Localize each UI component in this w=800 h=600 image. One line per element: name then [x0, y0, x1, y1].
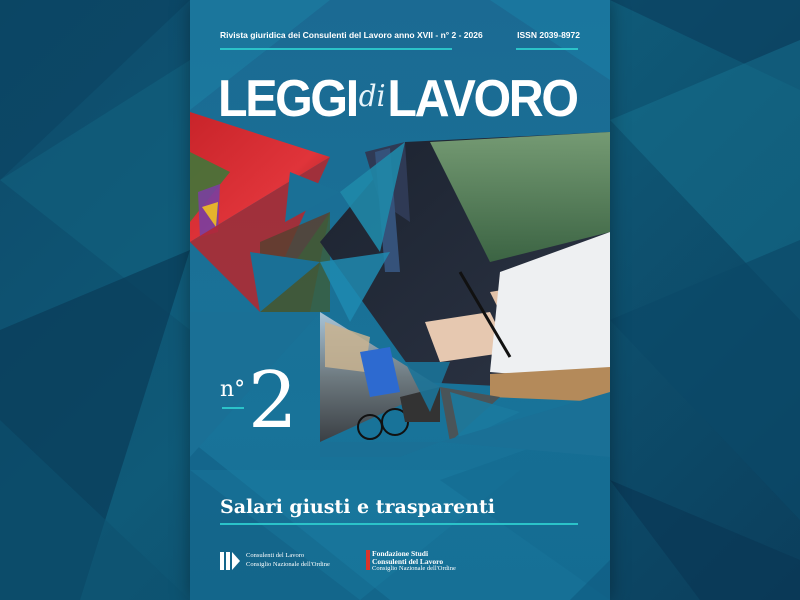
header-subtitle: Rivista giuridica dei Consulenti del Lavoro anno XVII - n° 2 - 2026	[220, 30, 483, 40]
issn-label: ISSN 2039-8972	[517, 30, 580, 40]
header-rule-right	[516, 48, 578, 50]
fondazione-line3: Consiglio Nazionale dell'Ordine	[372, 565, 456, 572]
cdl-logo-text	[246, 551, 330, 569]
publisher-logos	[220, 548, 580, 578]
fondazione-line1: Fondazione Studi	[372, 549, 429, 558]
fondazione-line2: Consulenti del Lavoro	[372, 556, 444, 566]
cdl-line1: Consulenti del Lavoro	[246, 552, 305, 559]
issue-label: n°	[220, 377, 246, 402]
issue-underline	[222, 407, 244, 409]
cdl-line2: Consiglio Nazionale dell'Ordine	[246, 561, 330, 568]
header-rule-left	[220, 48, 452, 50]
fondazione-logo-text	[372, 550, 456, 573]
title-di: di	[358, 79, 386, 114]
cdl-logo-icon	[220, 552, 240, 570]
issue-number: 2	[248, 356, 298, 446]
headline-rule	[220, 523, 578, 525]
cover-headline: Salari giusti e trasparenti	[220, 496, 496, 518]
magazine-cover	[190, 0, 610, 600]
fondazione-logo-icon	[366, 550, 370, 570]
title-lavoro: LAVORO	[387, 70, 577, 128]
title-leggi: LEGGI	[218, 70, 357, 128]
